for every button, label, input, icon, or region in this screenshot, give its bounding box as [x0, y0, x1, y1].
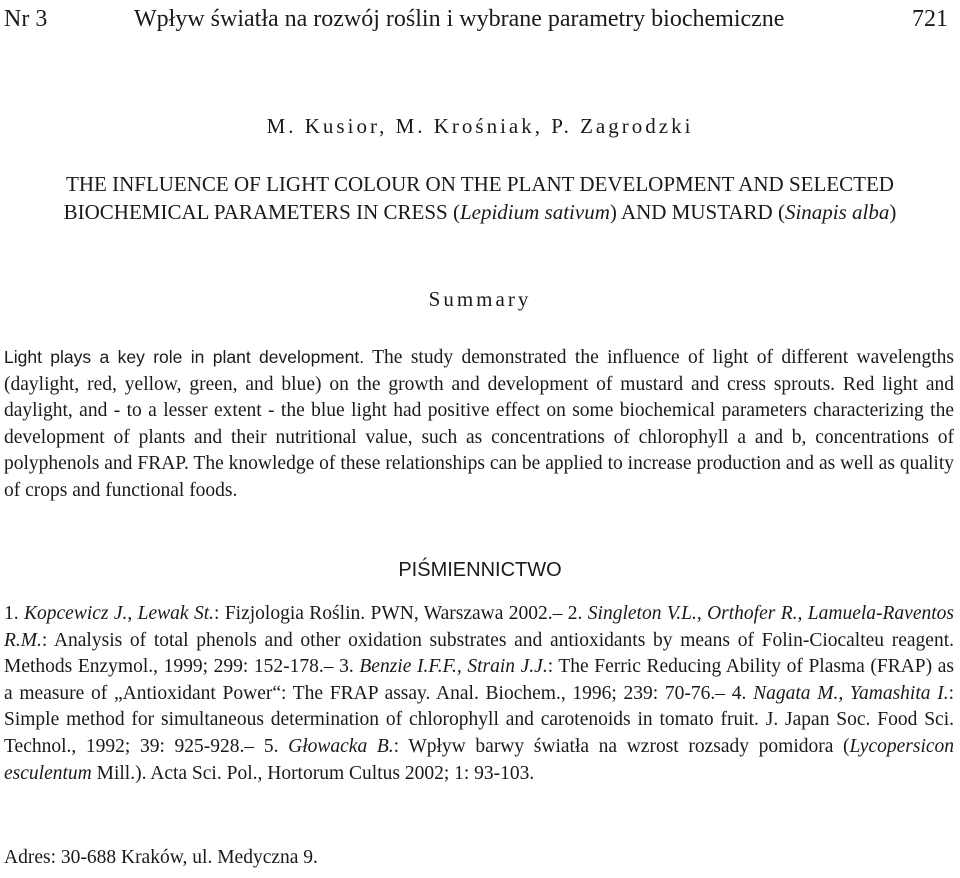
title-text: ) AND MUSTARD ( — [609, 200, 785, 224]
reference-authors: Głowacka B. — [288, 735, 394, 757]
reference-number: 5. — [263, 735, 279, 757]
reference-number: 4. — [731, 682, 747, 704]
issue-number: Nr 3 — [4, 6, 48, 32]
article-title-line-1: THE INFLUENCE OF LIGHT COLOUR ON THE PLANT DEVELOPMENT AND SELECTED — [66, 172, 894, 196]
running-title: Wpływ światła na rozwój roślin i wybrane parametry biochemiczne — [134, 6, 785, 32]
reference-details: : Analysis of total phenols and other oxidation substrates and antioxidants by means of Folin-Ciocalteu reagent. Methods Enzymol., 1999; 299: 152-178.– — [4, 629, 954, 678]
title-text: BIOCHEMICAL PARAMETERS IN CRESS ( — [63, 200, 460, 224]
reference-authors: Kopcewicz J., Lewak St. — [24, 603, 215, 624]
reference-number: 3. — [339, 656, 354, 678]
summary-paragraph — [4, 344, 954, 505]
references-list — [4, 601, 954, 787]
reference-details: : Fizjologia Roślin. PWN, Warszawa 2002.– — [214, 603, 568, 624]
title-text: ) — [889, 200, 897, 224]
latin-name-cress: Lepidium sativum — [459, 200, 610, 224]
reference-details: : Wpływ barwy światła na wzrost rozsady pomidora ( — [393, 735, 850, 757]
reference-authors: Singleton V.L., Orthofer R., Lamuela-Raventos R.M. — [4, 603, 954, 651]
reference-authors: Nagata M., Yamashita I. — [753, 682, 949, 704]
reference-details: : Simple method for simultaneous determination of chlorophyll and carotenoids in tomato fruit. J. Japan Soc. Food Sci. Technol., 1992; 39: 925-928.– — [4, 682, 954, 757]
summary-heading: Summary — [428, 287, 532, 311]
latin-name-mustard: Sinapis alba — [784, 200, 890, 224]
reference-details: : The Ferric Reducing Ability of Plasma (FRAP) as a measure of „Antioxidant Power“: The FRAP assay. Anal. Biochem., 1996; 239: 70-76.– — [4, 656, 954, 704]
reference-authors: Benzie I.F.F., Strain J.J. — [359, 656, 548, 678]
reference-number: 2. — [567, 603, 583, 624]
authors-line: M. Kusior, M. Krośniak, P. Zagrodzki — [266, 114, 694, 138]
references-heading: PIŚMIENNICTWO — [398, 559, 562, 581]
summary-lead-sentence: Light plays a key role in plant development. — [4, 347, 365, 367]
reference-number: 1. — [4, 603, 19, 624]
reference-details: Mill.). Acta Sci. Pol., Hortorum Cultus 2002; 1: 93-103. — [91, 762, 535, 784]
correspondence-address: Adres: 30-688 Kraków, ul. Medyczna 9. — [4, 847, 318, 868]
page-number: 721 — [912, 6, 948, 32]
summary-body: The study demonstrated the influence of light of different wavelengths (daylight, red, yellow, green, and blue) on the growth and development of mustard and cress sprouts. Red light and daylight, and - to a lesser extent - the blue light had positive effect on some biochemical parameters characterizing the development of plants and their nutritional value, such as concentrations of chlorophyll a and b, concentrations of polyphenols and FRAP. The knowledge of these relationships can be applied to increase production and as well as quality of crops and functional foods. — [4, 347, 954, 501]
latin-name-tomato: Lycopersicon esculentum — [4, 735, 955, 784]
article-title-line-2 — [0, 198, 960, 226]
